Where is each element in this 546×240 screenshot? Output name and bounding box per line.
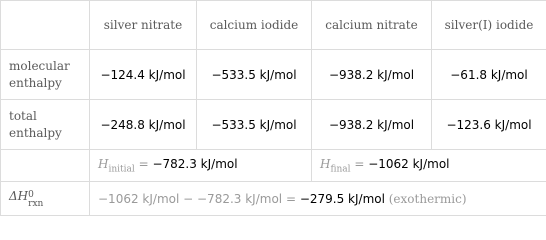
reaction-symbol: ΔH0 rxn [9, 188, 44, 209]
reaction-subscript: rxn [28, 198, 44, 209]
final-value: −1062 kJ/mol [368, 156, 450, 171]
table-cell: −533.5 kJ/mol [197, 100, 312, 150]
reaction-expression-cell [90, 182, 546, 216]
corner-cell [1, 1, 90, 50]
column-header-silver-iodide: silver(I) iodide [432, 1, 546, 50]
table-cell: −124.4 kJ/mol [90, 50, 197, 100]
final-symbol: $H_{final}$ [320, 156, 351, 175]
column-header-calcium-iodide: calcium iodide [197, 1, 312, 50]
reaction-superscript: 0 [28, 189, 34, 200]
reaction-result: −279.5 kJ/mol [299, 191, 385, 206]
row-label-molecular-enthalpy: molecular enthalpy [1, 50, 90, 100]
empty-label-cell [1, 150, 90, 182]
table-row [1, 100, 546, 150]
header-row [1, 1, 546, 50]
reaction-label-cell [1, 182, 90, 216]
reaction-row [1, 182, 546, 216]
column-header-calcium-nitrate: calcium nitrate [312, 1, 432, 50]
summary-row [1, 150, 546, 182]
expr-minus: − [179, 191, 197, 206]
table-cell: −938.2 kJ/mol [312, 100, 432, 150]
table-cell: −533.5 kJ/mol [197, 50, 312, 100]
final-enthalpy-cell [312, 150, 546, 182]
initial-value: −782.3 kJ/mol [152, 156, 238, 171]
initial-enthalpy-cell [90, 150, 312, 182]
table-cell: −248.8 kJ/mol [90, 100, 197, 150]
expr-final: −1062 kJ/mol [98, 191, 180, 206]
table-row [1, 50, 546, 100]
table-cell: −123.6 kJ/mol [432, 100, 546, 150]
column-header-silver-nitrate: silver nitrate [90, 1, 197, 50]
table-cell: −61.8 kJ/mol [432, 50, 546, 100]
initial-symbol: $H_{initial}$ [98, 156, 135, 175]
initial-equals: = [134, 156, 153, 171]
table-cell: −938.2 kJ/mol [312, 50, 432, 100]
reaction-note: (exothermic) [384, 191, 467, 206]
row-label-total-enthalpy: total enthalpy [1, 100, 90, 150]
expr-equals: = [282, 191, 300, 206]
expr-initial: −782.3 kJ/mol [197, 191, 283, 206]
final-equals: = [350, 156, 369, 171]
